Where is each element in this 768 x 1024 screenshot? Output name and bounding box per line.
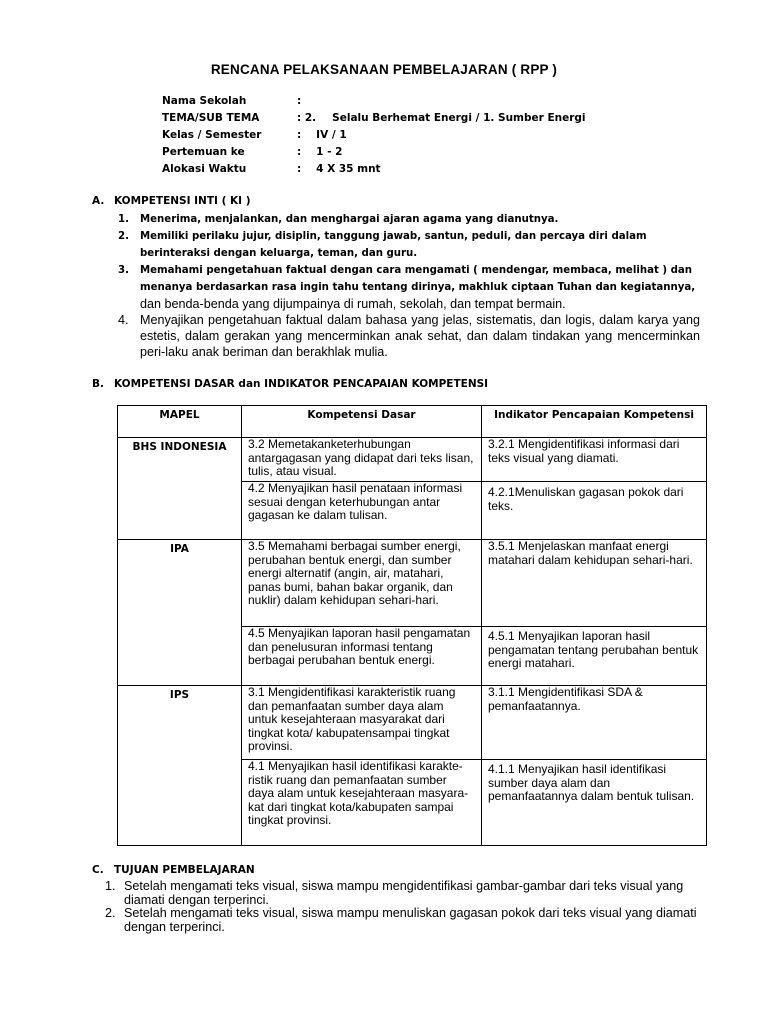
identity-separator: : (297, 95, 302, 107)
identity-label: Kelas / Semester (162, 129, 262, 141)
kd-text: 4.5 Menyajikan laporan hasil pengamatan dan penelusuran informasi tentang berbagai perubahan bentuk energi. (248, 626, 471, 668)
list-item-text: Memiliki perilaku jujur, disiplin, tanggung jawab, santun, peduli, dan percaya diri dalam berinteraksi dengan keluarga, teman, dan guru. (140, 231, 647, 259)
list-item-text: Menerima, menjalankan, dan menghargai ajaran agama yang dianutnya. (140, 214, 559, 225)
list-number: 3. (118, 265, 129, 276)
list-item (105, 880, 705, 907)
kd-cell (242, 540, 482, 627)
list-item-text: Menyajikan pengetahuan faktual dalam bahasa yang jelas, sistematis, dan logis, dalam karya yang estetis, dalam gerakan yang mencerminkan anak sehat, dan dalam tindakan yang mencerminkan peri-laku anak beriman dan berakhlak mulia. (140, 313, 700, 359)
indicator-cell (482, 540, 707, 627)
list-item-text: Setelah mengamati teks visual, siswa mampu menuliskan gagasan pokok dari teks visual yang diamati dengan terperinci. (124, 906, 697, 934)
table-row (118, 438, 707, 482)
indicator-text: 4.5.1 Menyajikan laporan hasil pengamatan tentang perubahan bentuk energi matahari. (488, 629, 699, 671)
identity-label: Alokasi Waktu (162, 163, 247, 175)
kd-text: 4.1 Menyajikan hasil identifikasi karakte- ristik ruang dan pemanfaatan sumber daya alam untuk kesejahteraan masyara- kat dari tingkat kota/kabupaten sampai tingkat provinsi. (248, 759, 469, 828)
list-number: 1. (118, 214, 129, 225)
column-header-mapel: MAPEL (118, 406, 242, 438)
identity-value-text: Selalu Berhemat Energi / 1. Sumber Energi (332, 112, 586, 124)
kd-text: 3.2 Memetakanketerhubungan antargagasan yang didapat dari teks lisan, tulis, atau visual. (248, 437, 474, 479)
section-letter: C. (92, 864, 104, 876)
kd-cell (242, 438, 482, 482)
identity-table (162, 95, 586, 180)
section-letter: B. (92, 378, 104, 390)
list-item (118, 228, 700, 262)
identity-value (316, 95, 585, 112)
indicator-text: 4.1.1 Menyajikan hasil identifikasi sumber daya alam dan pemanfaatannya dalam bentuk tulisan. (488, 762, 695, 804)
indicator-cell (482, 686, 707, 760)
list-item (118, 262, 700, 312)
indicator-cell (482, 760, 707, 846)
identity-row-class (162, 129, 586, 146)
identity-separator: : (297, 146, 302, 158)
identity-value: 1 - 2 (316, 146, 343, 158)
section-a-heading (92, 195, 251, 207)
indicator-text: 4.2.1Menuliskan gagasan pokok dari teks. (488, 485, 684, 513)
kd-cell (242, 686, 482, 760)
section-title: KOMPETENSI INTI ( KI ) (114, 195, 251, 207)
identity-label: Pertemuan ke (162, 146, 245, 158)
competency-table (117, 405, 707, 846)
subject-cell: IPA (118, 540, 242, 686)
list-item-text: Memahami pengetahuan faktual dengan cara mengamati ( mendengar, membaca, melihat ) dan menanya berdasarkan rasa ingin tahu tentang dirinya, makhluk ciptaan Tuhan dan kegiatannya, (140, 265, 696, 293)
section-title: KOMPETENSI DASAR dan INDIKATOR PENCAPAIAN KOMPETENSI (114, 378, 489, 390)
section-letter: A. (92, 195, 105, 207)
identity-separator: : (297, 129, 302, 141)
list-item (105, 907, 705, 934)
kd-cell (242, 482, 482, 540)
identity-sep-text: : 2. (297, 112, 317, 124)
subject-cell: IPS (118, 686, 242, 846)
identity-row-theme (162, 112, 586, 129)
identity-separator: : (297, 163, 302, 175)
list-item-text-continued: dan benda-benda yang dijumpainya di rumah, sekolah, dan tempat bermain. (140, 297, 566, 311)
identity-value (316, 112, 585, 129)
identity-label: TEMA/SUB TEMA (162, 112, 260, 124)
column-header-kd: Kompetensi Dasar (242, 406, 482, 438)
identity-row-time (162, 163, 586, 180)
table-row (118, 686, 707, 760)
section-c-heading (92, 864, 255, 876)
indicator-text: 3.2.1 Mengidentifikasi informasi dari teks visual yang diamati. (488, 437, 680, 465)
identity-value: IV / 1 (316, 129, 347, 141)
identity-label: Nama Sekolah (162, 95, 247, 107)
ki-list (118, 211, 700, 360)
identity-row-meeting (162, 146, 586, 163)
table-header-row (118, 406, 707, 438)
subject-cell: BHS INDONESIA (118, 438, 242, 540)
kd-text: 3.5 Memahami berbagai sumber energi, perubahan bentuk energi, dan sumber energi alternatif (angin, air, matahari, panas bumi, bahan bakar organik, dan nuklir) dalam kehidupan sehari-hari. (248, 539, 461, 608)
identity-value: 4 X 35 mnt (316, 163, 381, 175)
kd-text: 3.1 Mengidentifikasi karakteristik ruang dan pemanfaatan sumber daya alam untuk kesejahteraan masyarakat dari tingkat kota/ kabupatensampai tingkat provinsi. (248, 685, 456, 754)
indicator-cell (482, 482, 707, 540)
identity-separator (297, 112, 316, 129)
column-header-indicator: Indikator Pencapaian Kompetensi (482, 406, 707, 438)
section-title: TUJUAN PEMBELAJARAN (114, 864, 255, 876)
indicator-cell (482, 627, 707, 686)
kd-cell (242, 760, 482, 846)
kd-text: 4.2 Menyajikan hasil penataan informasi sesuai dengan keterhubungan antar gagasan ke dalam tulisan. (248, 481, 463, 523)
kd-cell (242, 627, 482, 686)
list-number: 2. (118, 231, 129, 242)
document-title: RENCANA PELAKSANAAN PEMBELAJARAN ( RPP ) (210, 62, 558, 77)
list-item (118, 312, 700, 360)
section-b-heading (92, 378, 488, 390)
table-row (118, 540, 707, 627)
list-number: 4. (118, 313, 129, 327)
list-number: 2. (105, 906, 116, 921)
indicator-cell (482, 438, 707, 482)
list-number: 1. (105, 879, 116, 893)
indicator-text: 3.1.1 Mengidentifikasi SDA & pemanfaatannya. (488, 685, 643, 713)
list-item (118, 211, 700, 228)
objectives-list (105, 880, 705, 934)
indicator-text: 3.5.1 Menjelaskan manfaat energi matahari dalam kehidupan sehari-hari. (488, 539, 693, 567)
list-item-text: Setelah mengamati teks visual, siswa mampu mengidentifikasi gambar-gambar dari teks visual yang diamati dengan terperinci. (124, 879, 684, 907)
identity-row-school (162, 95, 586, 112)
